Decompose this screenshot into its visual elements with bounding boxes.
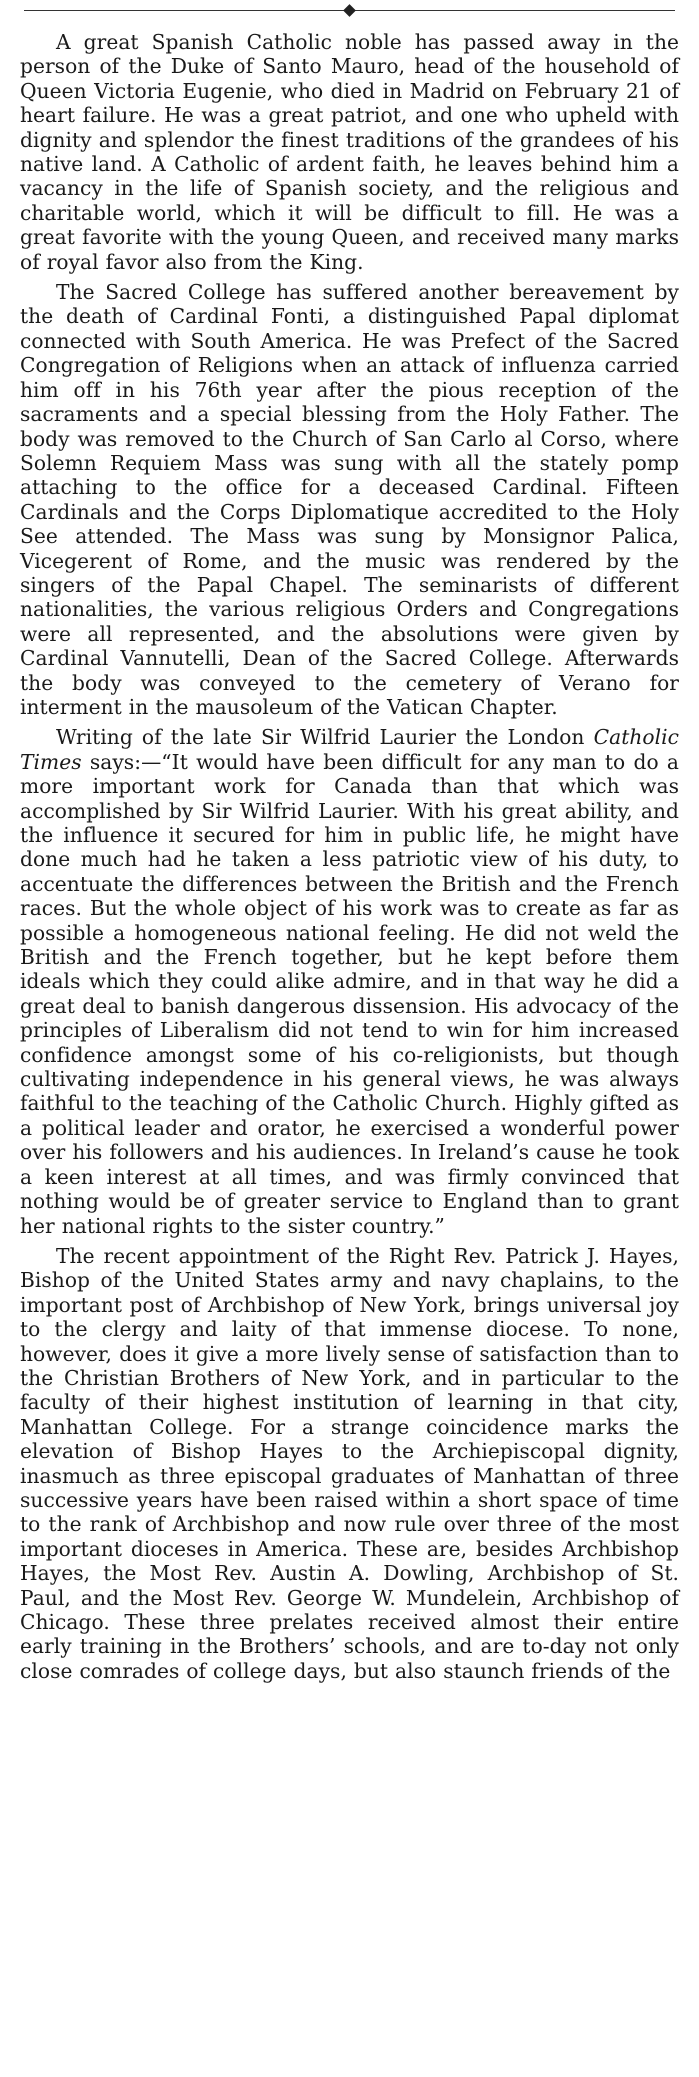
paragraph-archbishop-hayes: The recent appointment of the Right Rev. Patrick J. Hayes, Bishop of the United States army and navy chaplains, to the important post of Archbishop of New York, brings universal joy to the clergy and laity of that immense diocese. To none, however, does it give a more lively sense of satisfaction than to the Christian Brothers of New York, and in particular to the faculty of their highest institution of learning in that city, Manhattan College. For a strange coincidence marks the elevation of Bishop Hayes to the Archiepiscopal dignity, inasmuch as three episcopal graduates of Manhattan of three successive years have been raised within a short space of time to the rank of Archbishop and now rule over three of the most important dioceses in America. These are, besides Archbishop Hayes, the Most Rev. Austin A. Dowling, Archbishop of St. Paul, and the Most Rev. George W. Mundelein, Archbishop of Chicago. These three prelates received almost their entire early training in the Brothers’ schools, and are to-day not only close comrades of college days, but also staunch friends of the xyxy=(20,1243,679,1683)
laurier-text-start: Writing of the late Sir Wilfrid Laurier the London xyxy=(56,725,594,750)
catholic-times-title: Catholic Times xyxy=(20,725,679,774)
rule-diamond-ornament xyxy=(343,4,356,17)
laurier-text-rest: says:—“It would have been difficult for any man to do a more important work for Canada than that which was accomplished by Sir Wilfrid Laurier. With his great ability, and the influence it secured for him in public life, he might have done much had he taken a less patriotic view of his duty, to accentuate the differences between the British and the French races. But the whole object of his work was to create as far as possible a homogeneous national feeling. He did not weld the British and the French together, but he kept before them ideals which they could alike admire, and in that way he did a great deal to banish dangerous dissension. His advocacy of the principles of Liberalism did not tend to win for him increased confidence amongst some of his co-religionists, but though cultivating independence in his general views, he was always faithful to the teaching of the Catholic Church. Highly gifted as a political leader and orator, he exercised a wonderful power over his followers and his audiences. In Ireland’s cause he took a keen interest at all times, and was firmly convinced that nothing would be of greater service to England than to grant her national rights to the sister country.” xyxy=(20,749,679,1238)
paragraph-sir-wilfrid-laurier xyxy=(20,725,679,1238)
paragraph-cardinal-fonti: The Sacred College has suffered another bereavement by the death of Cardinal Fonti, a distinguished Papal diplomat connected with South America. He was Prefect of the Sacred Congregation of Religions when an attack of influenza carried him off in his 76th year after the pious reception of the sacraments and a special blessing from the Holy Father. The body was removed to the Church of San Carlo al Corso, where Solemn Requiem Mass was sung with all the stately pomp attaching to the office for a deceased Cardinal. Fifteen Cardinals and the Corps Diplomatique accredited to the Holy See attended. The Mass was sung by Monsignor Palica, Vicegerent of Rome, and the music was rendered by the singers of the Papal Chapel. The seminarists of different nationalities, the various religious Orders and Congregations were all represented, and the absolutions were given by Cardinal Vannutelli, Dean of the Sacred College. Afterwards the body was conveyed to the cemetery of Verano for interment in the mausoleum of the Vatican Chapter. xyxy=(20,280,679,719)
top-ornamental-rule xyxy=(24,6,675,16)
paragraph-duke-of-santo-mauro: A great Spanish Catholic noble has passed away in the person of the Duke of Santo Mauro, head of the household of Queen Victoria Eugenie, who died in Madrid on February 21 of heart failure. He was a great patriot, and one who upheld with dignity and splendor the finest traditions of the grandees of his native land. A Catholic of ardent faith, he leaves behind him a vacancy in the life of Spanish society, and the religious and charitable world, which it will be difficult to fill. He was a great favorite with the young Queen, and received many marks of royal favor also from the King. xyxy=(20,30,679,274)
article-column xyxy=(20,30,679,1689)
